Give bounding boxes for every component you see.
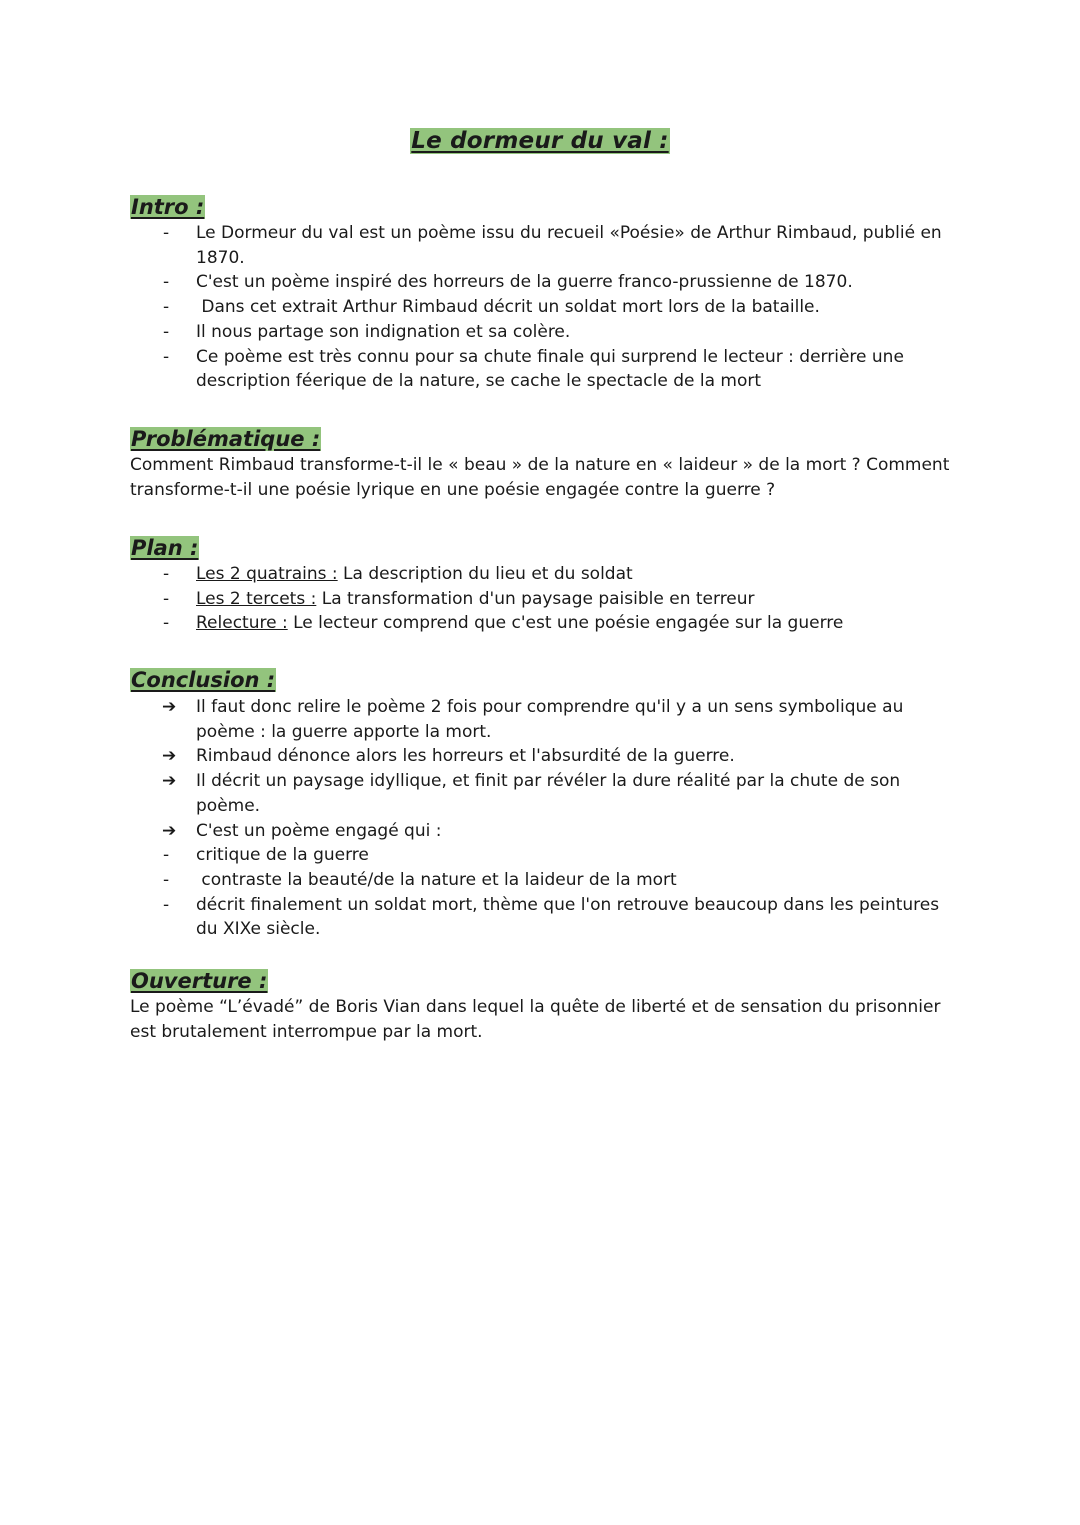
problematique-heading: Problématique :	[131, 427, 321, 451]
page-title: Le dormeur du val :	[411, 128, 669, 154]
conclusion-list	[130, 695, 950, 942]
intro-heading-container	[130, 194, 205, 220]
list-item: ➔ Il faut donc relire le poème 2 fois pour comprendre qu'il y a un sens symbolique au poème : la guerre apporte la mort.	[162, 697, 904, 742]
conclusion-heading: Conclusion :	[131, 668, 276, 692]
title-container	[0, 128, 1080, 154]
arrow-icon: ➔	[162, 820, 177, 841]
problematique-text: Comment Rimbaud transforme-t-il le « beau » de la nature en « laideur » de la mort ? Comment transforme-t-il une poésie lyrique en une poésie engagée contre la guerre ?	[130, 455, 950, 500]
ouverture-heading: Ouverture :	[131, 969, 268, 993]
list-item: - Dans cet extrait Arthur Rimbaud décrit un soldat mort lors de la bataille.	[163, 297, 820, 318]
list-item: ➔ C'est un poème engagé qui :	[130, 819, 950, 844]
list-item: ➔ Il décrit un paysage idyllique, et finit par révéler la dure réalité par la chute de son poème.	[162, 771, 901, 816]
list-item: - Les 2 tercets : La transformation d'un paysage paisible en terreur	[163, 588, 755, 609]
list-item: - contraste la beauté/de la nature et la laideur de la mort	[163, 869, 677, 890]
list-item: - Ce poème est très connu pour sa chute finale qui surprend le lecteur : derrière une description féerique de la nature, se cache le spectacle de la mort	[163, 346, 904, 392]
problematique-heading-container	[130, 426, 321, 452]
list-item: - Relecture : Le lecteur comprend que c'est une poésie engagée sur la guerre	[163, 613, 844, 634]
arrow-icon: ➔	[162, 746, 177, 767]
list-item: - critique de la guerre	[163, 845, 369, 866]
arrow-icon: ➔	[162, 771, 177, 792]
plan-item-label: Les 2 quatrains :	[196, 564, 338, 584]
list-item: - Il nous partage son indignation et sa colère.	[163, 321, 571, 342]
list-item: - Les 2 quatrains : La description du lieu et du soldat	[163, 564, 633, 584]
list-item: ➔ Rimbaud dénonce alors les horreurs et l'absurdité de la guerre.	[130, 744, 950, 769]
plan-item-label: Les 2 tercets :	[196, 588, 317, 609]
list-item: - C'est un poème inspiré des horreurs de la guerre franco-prussienne de 1870.	[163, 272, 853, 293]
arrow-icon: ➔	[162, 697, 177, 717]
plan-heading-container	[130, 535, 199, 561]
ouverture-text: Le poème “L’évadé” de Boris Vian dans lequel la quête de liberté et de sensation du prisonnier est brutalement interrompue par la mort.	[130, 997, 941, 1042]
plan-heading: Plan :	[131, 536, 199, 560]
ouverture-heading-container	[130, 968, 268, 994]
plan-item-label: Relecture :	[196, 613, 288, 634]
plan-list	[130, 562, 950, 636]
intro-heading: Intro :	[131, 195, 205, 219]
intro-list	[130, 221, 950, 394]
list-item: - décrit finalement un soldat mort, thème que l'on retrouve beaucoup dans les peintures du XIXe siècle.	[163, 894, 940, 940]
conclusion-heading-container	[130, 667, 276, 693]
list-item: - Le Dormeur du val est un poème issu du recueil «Poésie» de Arthur Rimbaud, publié en 1870.	[163, 223, 942, 268]
